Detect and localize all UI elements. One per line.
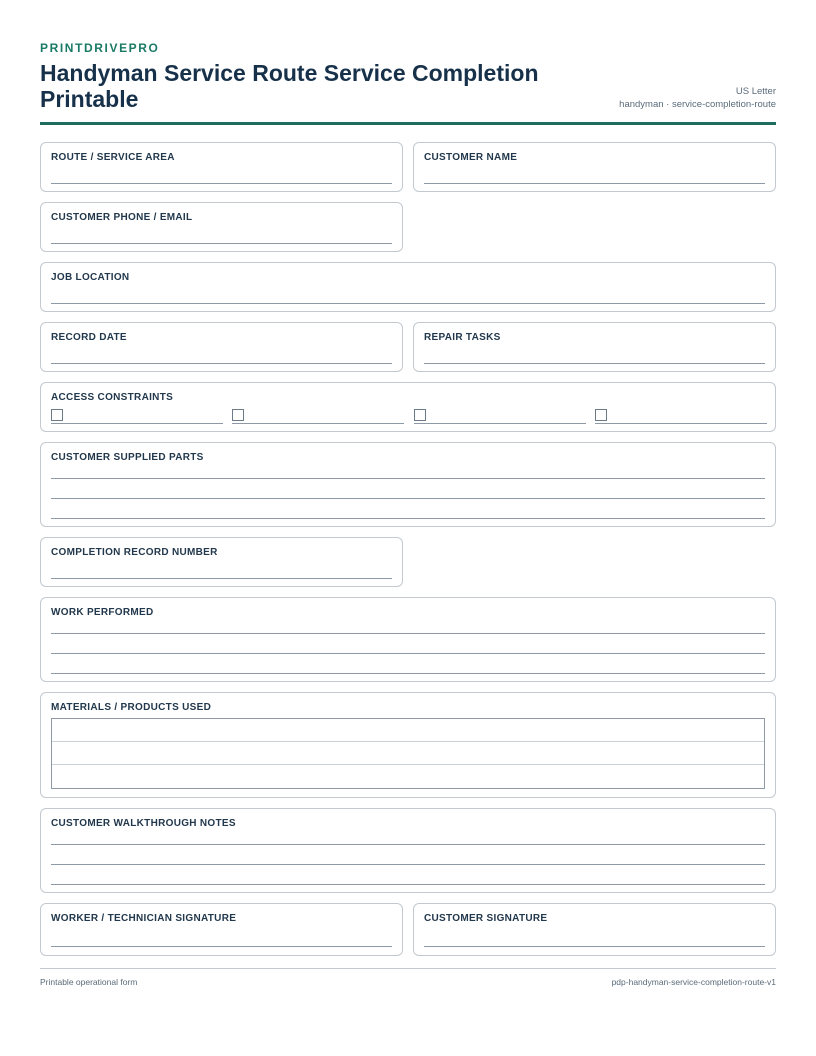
checkbox-option[interactable] <box>595 409 767 424</box>
write-line <box>232 423 404 424</box>
customer-signature-field[interactable] <box>413 903 776 956</box>
field-label: CUSTOMER SIGNATURE <box>424 913 548 924</box>
table-row[interactable] <box>52 765 764 788</box>
checkbox[interactable] <box>414 409 426 421</box>
record-date-field[interactable] <box>40 322 403 372</box>
write-line[interactable] <box>51 578 392 579</box>
field-label: JOB LOCATION <box>51 272 130 283</box>
write-line[interactable] <box>51 518 765 519</box>
form-meta <box>619 85 776 111</box>
field-label: WORK PERFORMED <box>51 607 154 618</box>
customer-walkthrough-notes-field[interactable] <box>40 808 776 893</box>
field-label: CUSTOMER WALKTHROUGH NOTES <box>51 818 236 829</box>
header-rule <box>40 122 776 125</box>
checkbox-option[interactable] <box>51 409 223 424</box>
form-code: pdp-handyman-service-completion-route-v1 <box>611 977 776 987</box>
job-location-field[interactable] <box>40 262 776 312</box>
checkbox[interactable] <box>595 409 607 421</box>
footer-description: Printable operational form <box>40 977 138 987</box>
page-title: Handyman Service Route Service Completion Printable <box>40 60 539 112</box>
write-line <box>595 423 767 424</box>
materials-table <box>51 718 765 789</box>
work-performed-field[interactable] <box>40 597 776 682</box>
write-line <box>414 423 586 424</box>
customer-phone-email-field[interactable] <box>40 202 403 252</box>
repair-tasks-field[interactable] <box>413 322 776 372</box>
write-line[interactable] <box>51 653 765 654</box>
field-label: MATERIALS / PRODUCTS USED <box>51 702 212 713</box>
write-line[interactable] <box>51 844 765 845</box>
route-service-area-field[interactable] <box>40 142 403 192</box>
signature-line[interactable] <box>424 946 765 947</box>
customer-supplied-parts-field[interactable] <box>40 442 776 527</box>
signature-line[interactable] <box>51 946 392 947</box>
field-label: CUSTOMER SUPPLIED PARTS <box>51 452 204 463</box>
field-label: COMPLETION RECORD NUMBER <box>51 547 218 558</box>
field-label: ACCESS CONSTRAINTS <box>51 392 174 403</box>
access-constraints-field <box>40 382 776 432</box>
write-line[interactable] <box>51 633 765 634</box>
brand-name: PRINTDRIVEPRO <box>40 41 160 55</box>
write-line[interactable] <box>51 303 765 304</box>
write-line[interactable] <box>51 363 392 364</box>
field-label: WORKER / TECHNICIAN SIGNATURE <box>51 913 237 924</box>
materials-products-used-field <box>40 692 776 798</box>
write-line[interactable] <box>51 673 765 674</box>
paper-size: US Letter <box>735 86 776 97</box>
checkbox[interactable] <box>232 409 244 421</box>
write-line[interactable] <box>51 498 765 499</box>
checkbox-option[interactable] <box>414 409 586 424</box>
completion-record-number-field[interactable] <box>40 537 403 587</box>
write-line[interactable] <box>51 884 765 885</box>
field-label: RECORD DATE <box>51 332 127 343</box>
write-line[interactable] <box>51 183 392 184</box>
footer-rule <box>40 968 776 969</box>
write-line[interactable] <box>51 243 392 244</box>
customer-name-field[interactable] <box>413 142 776 192</box>
write-line[interactable] <box>51 478 765 479</box>
field-label: CUSTOMER PHONE / EMAIL <box>51 212 193 223</box>
table-row[interactable] <box>52 742 764 765</box>
write-line[interactable] <box>424 363 765 364</box>
write-line <box>51 423 223 424</box>
table-row[interactable] <box>52 719 764 742</box>
field-label: CUSTOMER NAME <box>424 152 518 163</box>
form-path: handyman · service-completion-route <box>619 99 776 110</box>
worker-technician-signature-field[interactable] <box>40 903 403 956</box>
checkbox-option[interactable] <box>232 409 404 424</box>
write-line[interactable] <box>51 864 765 865</box>
checkbox[interactable] <box>51 409 63 421</box>
field-label: REPAIR TASKS <box>424 332 501 343</box>
field-label: ROUTE / SERVICE AREA <box>51 152 175 163</box>
write-line[interactable] <box>424 183 765 184</box>
